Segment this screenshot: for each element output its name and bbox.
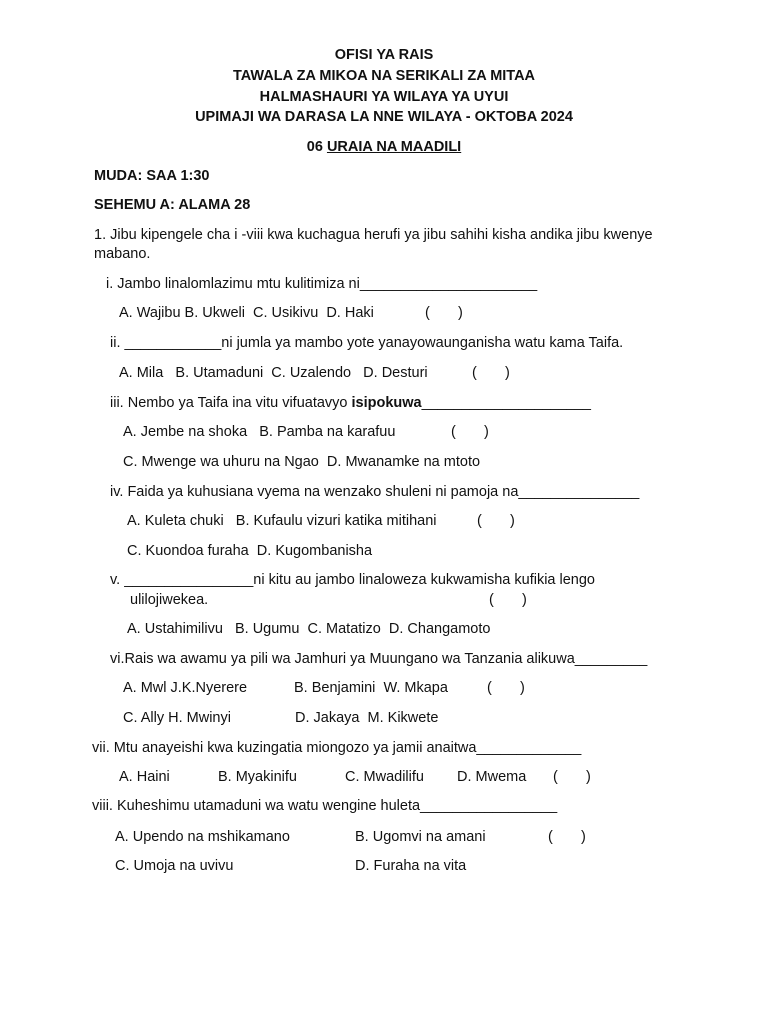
answer-box-3: ( ) (451, 424, 489, 440)
question-7-option-c: C. Mwadilifu (345, 769, 424, 785)
question-7-option-d: D. Mwema (457, 769, 527, 785)
instruction-line-2: mabano. (94, 246, 151, 262)
question-2-options: A. Mila B. Utamaduni C. Uzalendo D. Desturi (119, 365, 428, 381)
question-3-stem (110, 394, 591, 412)
section-title: SEHEMU A: ALAMA 28 (94, 197, 251, 213)
answer-box-5: ( ) (489, 592, 527, 608)
question-8-option-d: D. Furaha na vita (355, 858, 467, 874)
duration: MUDA: SAA 1:30 (94, 168, 210, 184)
header-line-1: OFISI YA RAIS (334, 47, 434, 63)
question-6-stem: vi.Rais wa awamu ya pili wa Jamhuri ya Muungano wa Tanzania alikuwa_________ (110, 651, 648, 667)
question-5-stem-2: ulilojiwekea. (130, 592, 209, 608)
answer-box-7: ( ) (553, 769, 591, 785)
answer-box-6: ( ) (487, 680, 525, 696)
question-1-options: A. Wajibu B. Ukweli C. Usikivu D. Haki (119, 305, 374, 321)
question-8-stem: viii. Kuheshimu utamaduni wa watu wengine huleta_________________ (92, 798, 558, 814)
question-7-option-a: A. Haini (119, 769, 170, 785)
question-6-option-b: B. Benjamini W. Mkapa (294, 680, 448, 696)
question-5-options: A. Ustahimilivu B. Ugumu C. Matatizo D. Changamoto (127, 621, 491, 637)
question-8-option-b: B. Ugomvi na amani (355, 829, 486, 845)
question-2-stem: ii. ____________ni jumla ya mambo yote yanayowaunganisha watu kama Taifa. (110, 335, 624, 351)
question-4-options-1: A. Kuleta chuki B. Kufaulu vizuri katika mitihani (127, 513, 437, 529)
question-3-stem-bold: isipokuwa (351, 395, 422, 411)
answer-box-4: ( ) (477, 513, 515, 529)
question-4-stem: iv. Faida ya kuhusiana vyema na wenzako shuleni ni pamoja na_______________ (110, 484, 640, 500)
question-8-option-a: A. Upendo na mshikamano (115, 829, 290, 845)
subject-code: 06 (306, 139, 327, 155)
question-6-option-c: C. Ally H. Mwinyi (123, 710, 231, 726)
question-1-stem: i. Jambo linalomlazimu mtu kulitimiza ni______________________ (106, 276, 538, 292)
question-3-options-1: A. Jembe na shoka B. Pamba na karafuu (123, 424, 396, 440)
question-7-option-b: B. Myakinifu (218, 769, 297, 785)
subject-name: URAIA NA MAADILI (326, 139, 462, 155)
question-3-options-2: C. Mwenge wa uhuru na Ngao D. Mwanamke na mtoto (123, 454, 481, 470)
question-4-options-2: C. Kuondoa furaha D. Kugombanisha (127, 543, 373, 559)
question-5-stem-1: v. ________________ni kitu au jambo linaloweza kukwamisha kufikia lengo (110, 572, 595, 588)
answer-box-1: ( ) (425, 305, 463, 321)
question-6-option-a: A. Mwl J.K.Nyerere (123, 680, 248, 696)
question-3-stem-pre: iii. Nembo ya Taifa ina vitu vifuatavyo (110, 395, 352, 411)
answer-box-2: ( ) (472, 365, 510, 381)
header-line-2: TAWALA ZA MIKOA NA SERIKALI ZA MITAA (232, 68, 536, 84)
instruction-line-1: 1. Jibu kipengele cha i -viii kwa kuchagua herufi ya jibu sahihi kisha andika jibu kwenye (94, 227, 653, 243)
header-line-3: HALMASHAURI YA WILAYA YA UYUI (259, 89, 509, 105)
question-7-stem: vii. Mtu anayeishi kwa kuzingatia miongozo ya jamii anaitwa_____________ (92, 740, 582, 756)
question-8-option-c: C. Umoja na uvivu (115, 858, 234, 874)
subject-title (0, 138, 768, 156)
question-3-stem-post: _____________________ (421, 395, 591, 411)
header-line-4: UPIMAJI WA DARASA LA NNE WILAYA - OKTOBA 2024 (195, 109, 573, 125)
question-6-option-d: D. Jakaya M. Kikwete (295, 710, 439, 726)
answer-box-8: ( ) (548, 829, 586, 845)
